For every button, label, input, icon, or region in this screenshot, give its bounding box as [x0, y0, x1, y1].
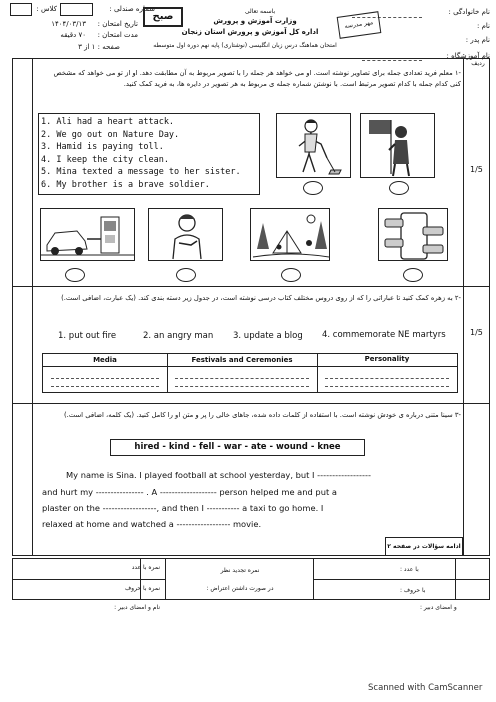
q3-story-line: plaster on the ------------------, and then I ----------- a taxi to go home. I [42, 503, 324, 513]
seat-number-box[interactable] [60, 3, 93, 16]
office-title: اداره کل آموزش و پرورش استان زنجان [181, 28, 319, 36]
q2-phrase: 1. put out fire [58, 331, 117, 341]
q1-sentence: 4. I keep the city clean. [41, 154, 169, 165]
page-number: صفحه : ۱ از ۳ [78, 43, 120, 51]
q3-instruction: -۳ سینا متنی درباره ی خودش نوشته است. با استفاده از کلمات داده شده، جاهای خالی را پر و متن او را کامل کنید. (یک کلمه، اضافی است.) [64, 411, 461, 419]
q1-answer-circle[interactable] [303, 181, 323, 195]
q2-answer-line[interactable] [175, 378, 309, 379]
q1-answer-circle[interactable] [389, 181, 409, 195]
q1-score: 1/5 [470, 165, 483, 174]
q1-sentence: 3. Hamid is paying toll. [41, 142, 164, 152]
q1-sentence: 6. My brother is a brave soldier. [41, 179, 210, 190]
picture-soldier [360, 113, 435, 178]
exam-date-value: ۱۴۰۴/۰۳/۱۳ [51, 20, 86, 28]
row-header: ردیف [471, 60, 485, 67]
q1-answer-circle[interactable] [281, 268, 301, 282]
q1-sentence: 5. Mina texted a message to her sister. [41, 167, 241, 177]
score-in-letters: نمره با حروف [124, 585, 160, 592]
exam-date-label: تاریخ امتحان : [97, 20, 138, 28]
q3-story-line: and hurt my ---------------- . A ------------------- person helped me and put a [42, 487, 337, 497]
ministry-title: وزارت آموزش و پرورش [213, 17, 297, 25]
q2-answer-line[interactable] [51, 378, 159, 379]
q1-instruction: -۱ معلم فرید تعدادی جمله برای تصاویر نوشته است. او می خواهد هر جمله را با تصویر مربوط به آن مطابقت دهد. او از تو می خواهد که مشخص کنی کدام جمله با کدام تصویر مرتبط است. با نوشتن شماره جمله ی مربوط به هر تصویر در دایره ها، به فرید کمک کنید. [53, 69, 461, 88]
q2-answer-line[interactable] [51, 386, 159, 387]
q2-column-personality: Personality [364, 355, 410, 363]
q3-story-line: relaxed at home and watched a ------------------ movie. [42, 519, 262, 529]
father-name-label: نام پدر : [465, 36, 490, 44]
name-label: نام : [477, 22, 490, 30]
teacher-sign-right: و امضای دبیر : [420, 604, 457, 611]
q1-answer-circle[interactable] [65, 268, 85, 282]
right-score-numbers: با عدد : [400, 566, 419, 573]
q2-instruction: -۲ به زهره کمک کنید تا عباراتی را که از روی دروس مختلف کتاب درسی نوشته است، در جدول زیر دسته بندی کند. (یک عبارت، اضافی است.) [61, 294, 461, 302]
right-score-letters: با حروف : [400, 587, 426, 594]
revised-score: نمره تجدید نظر [220, 567, 260, 574]
if-objection: در صورت داشتن اعتراض : [206, 585, 274, 592]
q3-story-line: My name is Sina. I played football at school yesterday, but I ------------------ [66, 470, 372, 480]
camscanner-watermark: Scanned with CamScanner [368, 683, 483, 693]
q2-answer-line[interactable] [175, 386, 309, 387]
class-box[interactable] [10, 3, 32, 16]
handwritten-tag: صبح [143, 7, 183, 27]
q2-phrase: 4. commemorate NE martyrs [322, 330, 446, 340]
q2-column-media: Media [93, 356, 117, 364]
bismillah: باسمه تعالی [244, 8, 276, 15]
q2-answer-line[interactable] [325, 386, 449, 387]
school-label: نام آموزشگاه : [446, 52, 490, 60]
q3-word-box: hired - kind - fell - war - ate - wound - knee [110, 439, 365, 456]
class-label: کلاس : [36, 5, 57, 13]
picture-text-message [378, 208, 448, 261]
duration-value: ۷۰ دقیقه [60, 31, 86, 39]
picture-nature-day [250, 208, 330, 261]
q2-score: 1/5 [470, 328, 483, 337]
seat-number-label: شماره صندلی : [109, 5, 155, 13]
exam-title: امتحان هماهنگ درس زبان انگلیسی (نوشتاری) پایه نهم دوره اول متوسطه [153, 42, 337, 49]
teacher-sign-left: نام و امضای دبیر : [114, 604, 160, 611]
family-name-label: نام خانوادگی : [448, 8, 490, 16]
picture-street-sweeper [276, 113, 351, 178]
q2-phrase: 3. update a blog [233, 331, 303, 341]
picture-heart-attack [148, 208, 223, 261]
q1-answer-circle[interactable] [176, 268, 196, 282]
score-in-numbers: نمره با عدد [131, 564, 160, 571]
q1-sentence: 2. We go out on Nature Day. [41, 129, 180, 140]
picture-toll-booth [40, 208, 135, 261]
duration-label: مدت امتحان : [97, 31, 138, 39]
q2-phrase: 2. an angry man [143, 331, 214, 341]
continue-note: ادامه سؤالات در صفحه ۲ [385, 537, 463, 556]
q2-column-festivals: Festivals and Ceremonies [191, 356, 293, 364]
q2-answer-line[interactable] [325, 378, 449, 379]
q2-table [42, 353, 458, 393]
q1-answer-circle[interactable] [403, 268, 423, 282]
q1-sentence: 1. Ali had a heart attack. [41, 117, 175, 127]
q1-sentence-box [38, 113, 260, 195]
school-stamp: مهر مدرسه [337, 11, 382, 39]
